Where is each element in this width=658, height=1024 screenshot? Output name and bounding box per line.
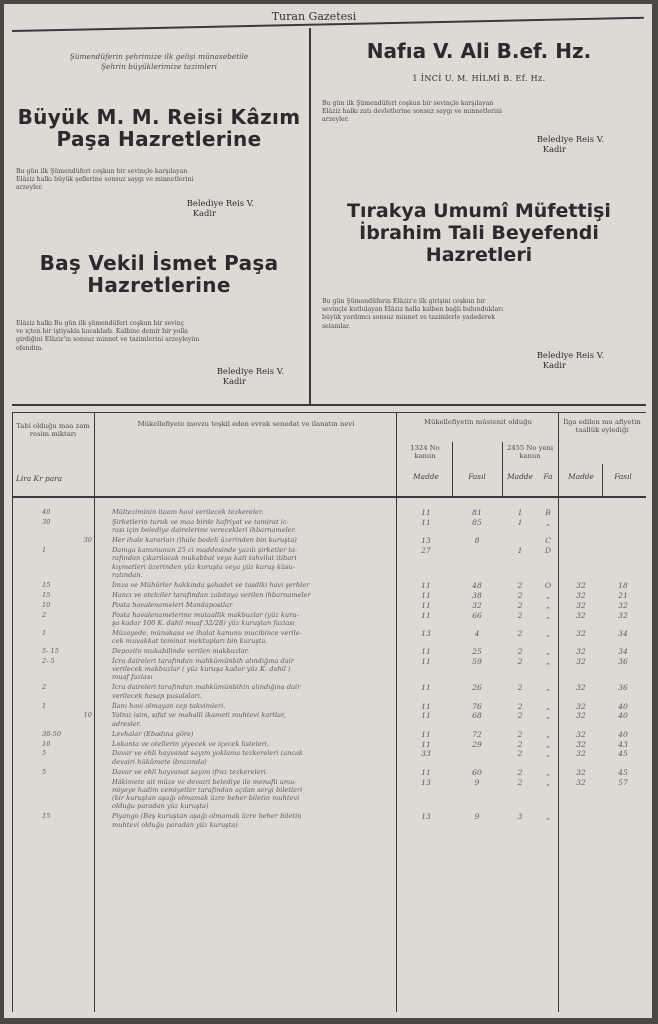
- row-f1: 66: [472, 610, 482, 620]
- row-f1: 4: [474, 628, 480, 638]
- row-m2: 2: [517, 628, 523, 638]
- row-description: [112, 778, 394, 811]
- row-m2: 1: [517, 508, 523, 517]
- row-description-line: şa kadar 100 K. dahil muaf 32/28) yüz kuruştan fazlası: [112, 618, 295, 627]
- row-f1: 60: [472, 767, 482, 777]
- row-description-line: muaf fazlası: [112, 673, 153, 682]
- table-row: [12, 749, 658, 767]
- row-description: [112, 581, 394, 589]
- row-m2: 2: [517, 656, 523, 666]
- signature-name: Kadir: [192, 208, 216, 218]
- row-description-line: verilecek hesap pusulaları.: [112, 691, 202, 700]
- row-description-line: muhtevi olduğu paradan yüz kuruşta): [112, 820, 238, 829]
- row-f2: „: [546, 739, 550, 749]
- row-m3: 32: [576, 580, 586, 590]
- row-m2: 2: [517, 701, 523, 711]
- row-amount: 1: [42, 701, 47, 710]
- table-row: [12, 740, 658, 750]
- row-f1: 9: [474, 777, 480, 787]
- row-amount: 1: [42, 546, 47, 554]
- row-m1: 11: [421, 711, 431, 721]
- signature-title: Belediye Reis V.: [186, 198, 254, 208]
- row-description-line: Müzayede, münakasa ve ihalat kanunu mucibince verile-: [112, 628, 302, 637]
- col-madde-header: Madde: [413, 472, 439, 481]
- row-f2: O: [544, 580, 552, 590]
- row-m1: 11: [421, 517, 431, 527]
- row-description: [112, 611, 394, 628]
- row-f3: 45: [618, 749, 628, 759]
- table-row: [12, 730, 658, 740]
- row-f2: D: [544, 546, 552, 555]
- table-row: [12, 546, 658, 581]
- row-f3: 40: [618, 701, 628, 711]
- body-line: sevinçle kutlulayan Elâziz halkı kalben bağlı bulundukları: [322, 306, 504, 314]
- row-m1: 11: [421, 590, 431, 600]
- row-f1: 76: [472, 701, 482, 711]
- body-line: ve içten bir iştiyakla kucakladı. Kalbine demir bir yolla: [16, 328, 188, 336]
- row-m3: 32: [576, 739, 586, 749]
- row-f1: 85: [472, 517, 482, 527]
- row-description-line: Lokanta ve otellerin yiyecek ve içecek listeleri.: [112, 739, 269, 748]
- row-m1: 11: [421, 767, 431, 777]
- row-m2: 3: [517, 812, 523, 822]
- title-line: Hazretleri: [425, 244, 533, 266]
- row-m1: 11: [421, 656, 431, 666]
- col-fasil-header: Fasıl: [614, 472, 632, 481]
- row-m1: 33: [421, 749, 431, 759]
- table-top-rule: [12, 412, 646, 413]
- row-m3: 32: [576, 701, 586, 711]
- col-old-law-header: 1324 No kanun: [410, 444, 440, 461]
- newspaper-page: [4, 4, 652, 1018]
- row-f1: 38: [472, 590, 482, 600]
- row-m2: 2: [517, 610, 523, 620]
- row-m1: 13: [421, 812, 431, 822]
- title-line: Baş Vekil İsmet Paşa: [39, 251, 279, 275]
- row-amount: 15: [42, 812, 51, 821]
- table-row: [12, 657, 658, 684]
- row-f1: 32: [472, 600, 482, 610]
- row-m2: 2: [517, 600, 523, 610]
- table-row: [12, 711, 658, 729]
- row-m1: 11: [421, 729, 431, 739]
- table-row: [12, 591, 658, 601]
- row-m2: 2: [517, 646, 523, 656]
- col-basis-header: Mükellefiyetin müstenit olduğu: [424, 418, 532, 426]
- row-f1: 48: [472, 580, 482, 590]
- row-description-line: İcra daireleri tarafından mahkûmünbihin alındığına dair: [112, 683, 301, 692]
- row-m2: 2: [517, 711, 523, 721]
- row-f2: „: [546, 711, 550, 721]
- row-description-line: İlanı havi olmayan cep takvimleri.: [112, 701, 226, 710]
- row-f2: „: [546, 628, 550, 638]
- row-f3: 40: [618, 729, 628, 739]
- row-f2: C: [545, 536, 551, 546]
- table-row: [12, 629, 658, 647]
- title: Nafıa V. Ali B.ef. Hz.: [366, 39, 592, 63]
- row-m2: 2: [517, 767, 523, 777]
- body-line: Bu gün Şümendüferin Elâziz'e ilk girişini coşkun bir: [322, 298, 486, 305]
- row-amount: 15: [42, 590, 51, 599]
- row-f2: B: [545, 508, 551, 517]
- signature-title: Belediye Reis V.: [536, 350, 604, 360]
- caption-line: Şehrin büyüklerimize tazimleri: [100, 62, 217, 71]
- row-f3: 18: [618, 580, 628, 590]
- row-m3: 32: [576, 628, 586, 638]
- row-f2: „: [546, 600, 550, 610]
- row-m1: 13: [421, 628, 431, 638]
- row-f3: 36: [618, 656, 628, 666]
- row-amount: 2- 5: [42, 656, 55, 665]
- row-f3: 34: [618, 628, 628, 638]
- row-f2: „: [546, 683, 550, 693]
- row-m3: 32: [576, 711, 586, 721]
- body-line: girdiğini Elâziz'in sonsuz minnet ve tazimlerini arzeyleyim: [16, 336, 200, 344]
- row-m1: 13: [421, 777, 431, 787]
- table-row: [12, 508, 658, 518]
- row-f2: „: [546, 729, 550, 739]
- col-description-header: Mükellefiyete mevzu teşkil eden evrak senedat ve ilanatın nevi: [137, 420, 355, 428]
- table-row: [12, 518, 658, 536]
- body-line: selamlar.: [322, 322, 351, 330]
- row-f2: „: [546, 767, 550, 777]
- body-line: Bu gün ilk Şümendüferi coşkun bir sevinçle karşılayan: [322, 100, 494, 107]
- body-line: Elâziz halkı büyük şeflerine sonsuz saygı ve minnetlerini: [16, 176, 194, 184]
- row-f3: 45: [618, 767, 628, 777]
- row-m1: 11: [421, 739, 431, 749]
- row-amount: 5: [42, 767, 47, 776]
- signature-title: Belediye Reis V.: [536, 134, 604, 144]
- row-description-line: Hâkimete ait müze ve devairi belediye ile menafii umu-: [112, 777, 297, 786]
- row-description: [112, 518, 394, 535]
- row-description: [112, 711, 394, 728]
- row-description-line: Piyango (Beş kuruştan aşağı olmamak üzre beher biletin: [112, 812, 302, 821]
- row-amount: 1: [42, 628, 47, 637]
- row-m1: 11: [421, 600, 431, 610]
- table-row: [12, 768, 658, 778]
- signature-name: Kadir: [542, 144, 566, 154]
- row-m1: 27: [421, 546, 431, 555]
- row-f1: 81: [472, 508, 482, 517]
- subtitle: 1 İNCİ U. M. HİLMİ B. Ef. Hz.: [412, 74, 546, 83]
- col-fa-header: Fa: [543, 472, 553, 481]
- caption-line: Şümendüferin şehrimize ilk gelişi münasebetile: [69, 52, 249, 61]
- row-m1: 11: [421, 580, 431, 590]
- section-rule: [12, 404, 646, 406]
- row-description-line: Her ihale kararları (ihale bedeli üzerinden bin kuruşta): [112, 536, 297, 545]
- row-m2: 1: [517, 546, 523, 555]
- row-m2: 2: [517, 729, 523, 739]
- row-m3: 32: [576, 600, 586, 610]
- title-line: Büyük M. M. Reisi Kâzım: [17, 105, 301, 129]
- row-m1: 11: [421, 683, 431, 693]
- row-description: [112, 740, 394, 748]
- column-rule: [452, 442, 453, 496]
- row-amount: 2: [42, 683, 47, 692]
- col-madde-header: Madde: [507, 472, 533, 481]
- row-amount: 2: [42, 610, 47, 619]
- row-m3: 32: [576, 777, 586, 787]
- row-f1: 29: [472, 739, 482, 749]
- table-row: [12, 536, 658, 546]
- row-description-line: Yalnız isim, sıfat ve mahalli ikameti muhtevi kartlar,: [112, 711, 286, 720]
- row-f2: „: [546, 646, 550, 656]
- row-m1: 11: [421, 646, 431, 656]
- row-f3: 57: [618, 777, 628, 787]
- row-m2: 2: [517, 749, 523, 759]
- row-amount: 5: [42, 749, 47, 758]
- row-m3: 32: [576, 646, 586, 656]
- table-row: [12, 812, 658, 830]
- row-description: [112, 591, 394, 599]
- row-amount: 15: [42, 580, 51, 589]
- row-description-line: Posta havalenamelerine mutaallik makbuzlar (yüz kuru-: [112, 610, 299, 619]
- row-description-line: Depozito mukabilinde verilen makbuzlar.: [112, 646, 250, 655]
- row-f1: 68: [472, 711, 482, 721]
- row-f2: „: [546, 701, 550, 711]
- row-f3: 36: [618, 683, 628, 693]
- col-new-law-header: 2455 No yeni kanun: [506, 444, 554, 461]
- body-line: arzeyler.: [322, 116, 349, 124]
- row-f2: „: [546, 656, 550, 666]
- row-f3: 32: [618, 610, 628, 620]
- row-m3: 32: [576, 729, 586, 739]
- row-description: [112, 749, 394, 766]
- row-m1: 11: [421, 610, 431, 620]
- table-row: [12, 611, 658, 629]
- row-description-line: olduğu paradan yüz kuruşta): [112, 802, 209, 811]
- row-m3: 32: [576, 610, 586, 620]
- row-description-line: devairi hükûmete ibrazında): [112, 757, 207, 766]
- row-description-line: (bir kuruştan aşağı olmamak üzre beher biletin muhtevi: [112, 794, 300, 803]
- title-line: Tırakya Umumî Müfettişi: [347, 200, 611, 222]
- row-description: [112, 508, 394, 516]
- row-f1: 25: [472, 646, 482, 656]
- row-description-line: ratından.: [112, 570, 143, 579]
- row-description: [112, 546, 394, 579]
- row-description: [112, 702, 394, 710]
- row-f2: „: [546, 812, 550, 822]
- body-line: Bu gün ilk Şümendüferi coşkun bir sevinçle karşılayan: [16, 168, 188, 175]
- table-row: [12, 647, 658, 657]
- row-description: [112, 601, 394, 609]
- row-description-line: miyeye hadim cemiyetler tarafından açılan sergi biletleri: [112, 785, 303, 794]
- row-description-line: kıymetleri üzerinden yüz kuruşta veya yüz kuruş küsu-: [112, 562, 295, 571]
- tariff-table: [12, 408, 646, 1014]
- body-line: Elâziz halkı Bu gün ilk şümendüferi coşkun bir sevinç: [16, 320, 185, 327]
- row-amount: 5- 15: [42, 646, 59, 655]
- row-m2: 2: [517, 739, 523, 749]
- title-line: İbrahim Tali Beyefendi: [359, 222, 599, 244]
- row-m2: 1: [517, 517, 523, 527]
- row-amount: 10: [83, 711, 92, 720]
- row-description-line: adresler.: [112, 719, 142, 728]
- row-description-line: İcra daireleri tarafından mahkûmünbih alındığına dair: [112, 656, 294, 665]
- row-m3: 32: [576, 683, 586, 693]
- row-f3: 34: [618, 646, 628, 656]
- row-f2: „: [546, 517, 550, 527]
- row-m2: 2: [517, 777, 523, 787]
- row-f3: 32: [618, 600, 628, 610]
- row-f3: 21: [618, 590, 628, 600]
- row-description-line: İmza ve Mühürler hakkında şahadet ve tasdiki havi şerhler: [112, 580, 310, 589]
- row-amount: 30: [42, 517, 51, 526]
- row-amount: 30: [83, 536, 92, 545]
- row-m1: 13: [421, 536, 431, 546]
- row-f1: 72: [472, 729, 482, 739]
- row-description-line: Şirketlerin turuk ve maa birde hafriyat ve tamirat ic-: [112, 517, 289, 526]
- row-amount: 30-50: [42, 729, 62, 738]
- row-description-line: Levhalar (Ebadına göre): [112, 729, 194, 738]
- row-description: [112, 730, 394, 738]
- signature-title: Belediye Reis V.: [216, 366, 284, 376]
- row-amount: 10: [42, 600, 51, 609]
- row-description-line: Davar ve ehli hayvanat sayım yoklama tezkereleri (ancak: [112, 749, 304, 758]
- row-f2: „: [546, 749, 550, 759]
- row-f1: 59: [472, 656, 482, 666]
- table-row: [12, 601, 658, 611]
- row-m2: 2: [517, 683, 523, 693]
- row-description-line: Posta havalenameleri Mandapostlar: [112, 600, 233, 609]
- row-description-line: Hancı ve otelciler tarafından zabıtaya verilen ihbarnameler: [112, 590, 311, 599]
- row-f2: „: [546, 610, 550, 620]
- table-row: [12, 778, 658, 813]
- row-description-line: rafından çıkarılacak mukabbat veya kati tahvilat itibari: [112, 554, 297, 563]
- row-description: [112, 647, 394, 655]
- row-f2: „: [546, 777, 550, 787]
- row-description: [112, 812, 394, 829]
- table-row: [12, 683, 658, 701]
- table-row: [12, 581, 658, 591]
- row-m1: 11: [421, 701, 431, 711]
- row-m1: 11: [421, 508, 431, 517]
- row-m3: 32: [576, 749, 586, 759]
- column-divider: [309, 28, 311, 406]
- body-line: büyük yardımcı sonsuz minnet ve tazimlerle yadederek: [322, 314, 496, 322]
- table-row: [12, 702, 658, 712]
- table-body: [12, 508, 646, 1008]
- row-amount: 10: [42, 739, 51, 748]
- title-line: Hazretlerine: [87, 273, 231, 297]
- row-description-line: Davar ve ehli hayvanat sayım ifraz tezkereleri.: [112, 767, 268, 776]
- row-f1: 8: [474, 536, 480, 546]
- row-description: [112, 768, 394, 776]
- col-amount-header: Tabi olduğu maa zam resim miktarı: [16, 422, 90, 439]
- row-description-line: verilecek makbuzlar ( yüz kuruşa kadar yüz K. dahil ): [112, 665, 291, 674]
- body-line: efendim.: [16, 344, 44, 352]
- col-fasil-header: Fasıl: [468, 472, 486, 481]
- row-m3: 32: [576, 656, 586, 666]
- row-description: [112, 536, 394, 544]
- row-m3: 32: [576, 590, 586, 600]
- row-description-line: rası için belediye dairelerine verecekleri ihbarnameler.: [112, 526, 297, 535]
- body-line: Elâziz halkı zatı devletlerine sonsuz saygı ve minnetlerini: [322, 108, 502, 116]
- newspaper-name: Turan Gazetesi: [271, 10, 357, 23]
- row-m2: 2: [517, 590, 523, 600]
- row-f3: 43: [618, 739, 628, 749]
- row-description-line: Mülteziminin itaam havi verilecek tezkereler.: [112, 508, 264, 516]
- signature-name: Kadir: [222, 376, 246, 386]
- col-amount-subheader: Lira Kr para: [16, 474, 63, 483]
- row-f1: 9: [474, 812, 480, 822]
- row-m2: 2: [517, 580, 523, 590]
- row-f1: 26: [472, 683, 482, 693]
- row-f3: 40: [618, 711, 628, 721]
- column-rule: [502, 442, 503, 496]
- col-repealed-header: İlga edilen mu afiyetin taallûk eylediği: [563, 418, 641, 435]
- col-madde-header: Madde: [568, 472, 594, 481]
- row-description-line: Damga kanununun 25 ci maddesinde yazılı şirketler ta-: [112, 546, 298, 554]
- row-amount: 40: [42, 508, 51, 516]
- row-description: [112, 683, 394, 700]
- row-description-line: cek muvakkat teminat mektupları bin kuruşta.: [112, 636, 268, 645]
- signature-name: Kadir: [542, 360, 566, 370]
- table-header-rule: [12, 496, 646, 498]
- title-line: Paşa Hazretlerine: [56, 127, 262, 151]
- row-m3: 32: [576, 767, 586, 777]
- row-f2: „: [546, 590, 550, 600]
- row-description: [112, 657, 394, 682]
- body-line: arzeyler.: [16, 184, 43, 192]
- row-description: [112, 629, 394, 646]
